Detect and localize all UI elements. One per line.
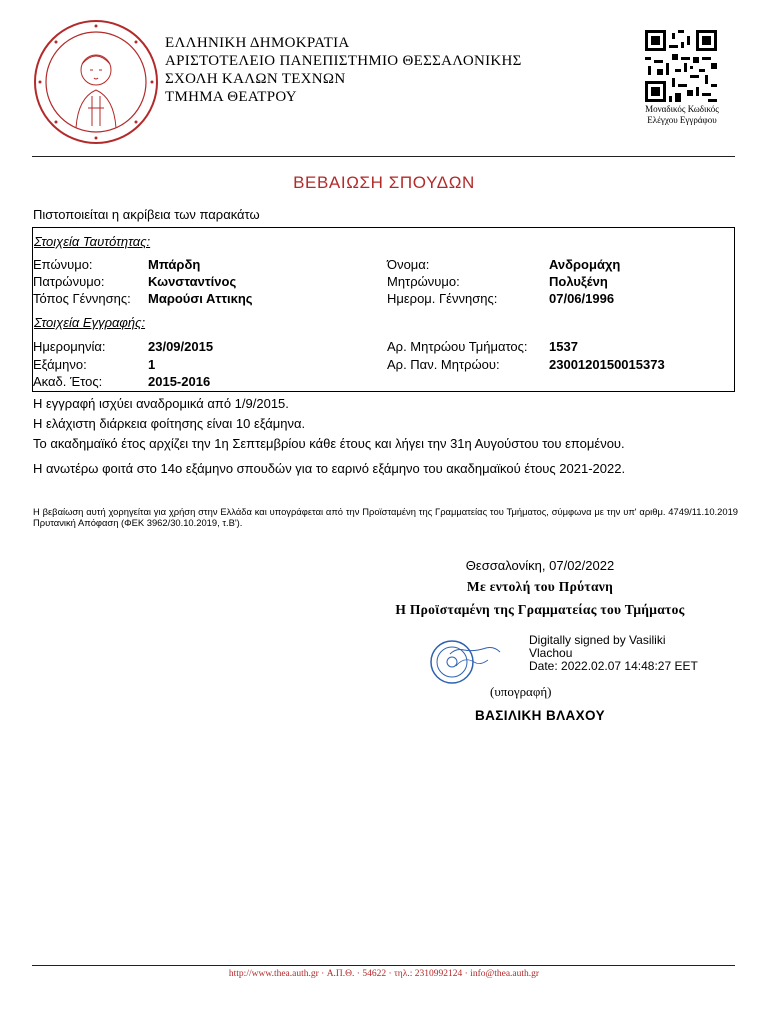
academic-year-value: 2015-2016 [148, 374, 211, 389]
semester-label: Εξάμηνο: [33, 357, 87, 372]
father-label: Πατρώνυμο: [33, 274, 105, 289]
paragraph-min-duration: Η ελάχιστη διάρκεια φοίτησης είναι 10 εξάμηνα. [33, 416, 306, 431]
birthplace-label: Τόπος Γέννησης: [33, 291, 131, 306]
qr-caption-line: Μοναδικός Κωδικός [645, 104, 719, 114]
paragraph-academic-year: Το ακαδημαϊκό έτος αρχίζει την 1η Σεπτεμβρίου κάθε έτους και λήγει την 31η Αυγούστου του επομένου. [33, 436, 625, 451]
mother-value: Πολυξένη [549, 274, 608, 289]
dept-reg-value: 1537 [549, 339, 578, 354]
header-divider [32, 156, 735, 157]
header-line: ΕΛΛΗΝΙΚΗ ΔΗΜΟΚΡΑΤΙΑ [165, 35, 350, 51]
official-stamp-icon [428, 632, 502, 690]
paragraph-current-semester: Η ανωτέρω φοιτά στο 14ο εξάμηνο σπουδών για το εαρινό εξάμηνο του ακαδημαϊκού έτους 2021-2022. [33, 461, 626, 476]
qr-caption-line: Ελέγχου Εγγράφου [647, 115, 717, 125]
intro-text: Πιστοποιείται η ακρίβεια των παρακάτω [33, 207, 260, 222]
name-value: Ανδρομάχη [549, 257, 621, 272]
header-line: ΣΧΟΛΗ ΚΑΛΩΝ ΤΕΧΝΩΝ [165, 71, 346, 87]
digital-sign-date: Date: 2022.02.07 14:48:27 EET [529, 659, 698, 673]
legal-note: Η βεβαίωση αυτή χορηγείται για χρήση στην Ελλάδα και υπογράφεται από την Προϊσταμένη της Γραμματείας του Τμήματος, σύμφωνα με την υπ' αριθμ. 4749/11.10.2019 Πρυτανική Απόφαση (ΦΕΚ 3962/30.10.2019, τ.Β'). [33, 506, 738, 528]
signature-label: (υπογραφή) [490, 684, 552, 699]
digital-signature-info [529, 634, 698, 673]
semester-value: 1 [148, 357, 156, 372]
qr-caption [620, 104, 744, 126]
document-title: ΒΕΒΑΙΩΣΗ ΣΠΟΥΔΩΝ [293, 173, 475, 192]
dept-reg-label: Αρ. Μητρώου Τμήματος: [387, 339, 528, 354]
reg-date-value: 23/09/2015 [148, 339, 214, 354]
university-seal-logo [32, 18, 160, 146]
name-label: Όνομα: [387, 257, 430, 272]
place-date: Θεσσαλονίκη, 07/02/2022 [465, 558, 615, 573]
birthdate-label: Ημερομ. Γέννησης: [387, 291, 498, 306]
registration-section-title: Στοιχεία Εγγραφής: [34, 315, 146, 330]
digital-signer-surname: Vlachou [529, 646, 573, 660]
surname-label: Επώνυμο: [33, 257, 93, 272]
footer-divider [32, 965, 735, 966]
birthplace-value: Μαρούσι Αττικης [148, 291, 253, 306]
header-line: ΑΡΙΣΤΟΤΕΛΕΙΟ ΠΑΝΕΠΙΣΤΗΜΙΟ ΘΕΣΣΑΛΟΝΙΚΗΣ [165, 53, 522, 69]
institution-header [165, 34, 522, 106]
identity-section-title: Στοιχεία Ταυτότητας: [34, 234, 151, 249]
father-value: Κωνσταντίνος [148, 274, 237, 289]
paragraph-retroactive: Η εγγραφή ισχύει αναδρομικά από 1/9/2015. [33, 396, 289, 411]
footer-contact: http://www.thea.auth.gr · Α.Π.Θ. · 54622 · τηλ.: 2310992124 · info@thea.auth.gr [228, 969, 540, 979]
univ-reg-label: Αρ. Παν. Μητρώου: [387, 357, 500, 372]
birthdate-value: 07/06/1996 [549, 291, 615, 306]
academic-year-label: Ακαδ. Έτος: [33, 374, 103, 389]
rector-order: Με εντολή του Πρύτανη [466, 579, 614, 594]
digital-signed-by: Digitally signed by Vasiliki [529, 633, 666, 647]
header-line: ΤΜΗΜΑ ΘΕΑΤΡΟΥ [165, 89, 297, 105]
reg-date-label: Ημερομηνία: [33, 339, 106, 354]
surname-value: Μπάρδη [148, 257, 201, 272]
mother-label: Μητρώνυμο: [387, 274, 460, 289]
qr-code-icon [645, 30, 717, 102]
signer-name: ΒΑΣΙΛΙΚΗ ΒΛΑΧΟΥ [475, 708, 605, 723]
univ-reg-value: 2300120150015373 [549, 357, 665, 372]
signer-role: Η Προϊσταμένη της Γραμματείας του Τμήματος [395, 602, 685, 617]
